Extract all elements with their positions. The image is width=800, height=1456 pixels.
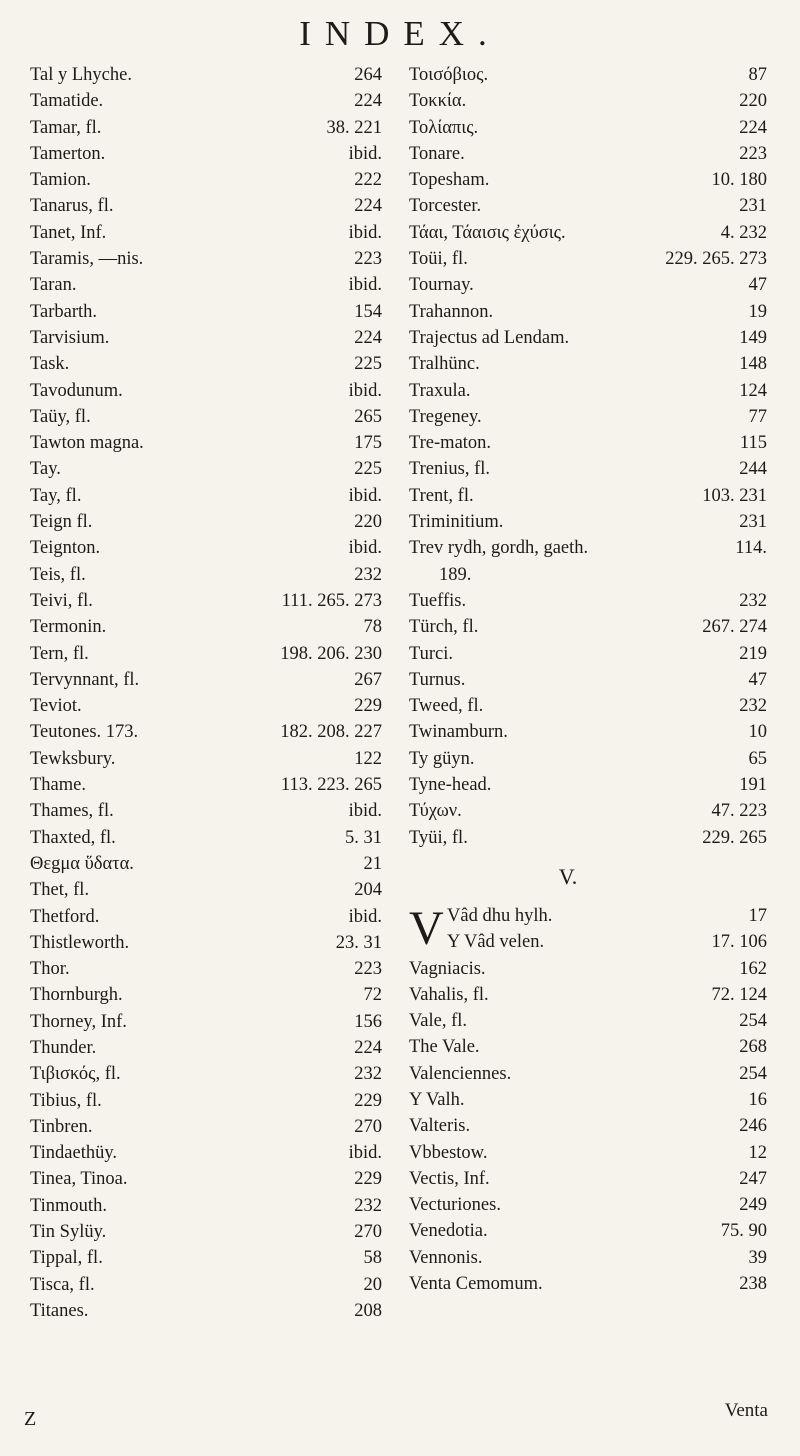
page-references: 270 [354,1116,382,1137]
page-references: 267 [354,669,382,690]
index-term: Tarbarth. [30,301,98,322]
index-term: Tay. [30,459,61,480]
index-entry [30,1140,382,1166]
index-term: 189. [439,564,472,585]
page-references: 198. 206. 230 [280,643,382,664]
index-term: Y Vâd velen. [447,932,545,953]
index-term: Τιβισκός, fl. [30,1064,121,1085]
index-term: Tanet, Inf. [30,222,107,243]
index-entry [409,1271,767,1297]
index-entry [30,746,382,772]
index-term: Titanes. [30,1300,89,1321]
page-references: 254 [739,1011,767,1032]
index-term: Valteris. [409,1116,471,1137]
index-term: Vagniacis. [409,958,486,979]
index-term: Taran. [30,275,77,296]
index-term: Vecturiones. [409,1195,501,1216]
index-term: Tonare. [409,143,465,164]
page-references: 38. 221 [326,117,382,138]
index-entry [30,430,382,456]
page-references: 224 [354,196,382,217]
index-entry [30,535,382,561]
page-references: 232 [739,696,767,717]
page-references: 65 [748,748,767,769]
index-term: Tamatide. [30,91,104,112]
index-entry [30,483,382,509]
index-term: Teivi, fl. [30,590,93,611]
page-references: 244 [739,459,767,480]
index-term: Tinbren. [30,1116,93,1137]
page-references: 238 [739,1274,767,1295]
index-term: Τοκκία. [409,91,467,112]
page-references: 17 [748,905,767,926]
index-entry [409,798,767,824]
index-entry [409,141,767,167]
index-term: Tippal, fl. [30,1248,103,1269]
index-entry [30,1272,382,1298]
page-references: 10. 180 [711,170,767,191]
page-references: 103. 231 [702,485,767,506]
index-term: Vâd dhu hylh. [447,905,553,926]
index-term: Tavodunum. [30,380,123,401]
page-references: 39 [748,1247,767,1268]
index-term: Tibius, fl. [30,1090,102,1111]
index-term: Taüy, fl. [30,406,91,427]
page-references: 47 [748,669,767,690]
index-entry [30,930,382,956]
index-term: Tal y Lhyche. [30,65,132,85]
index-entry [30,877,382,903]
page-references: 270 [354,1222,382,1243]
index-term: Venta Cemomum. [409,1274,543,1295]
index-entry [30,1114,382,1140]
index-term: Venedotia. [409,1221,488,1242]
index-term: The Vale. [409,1037,480,1058]
index-entry [409,903,767,929]
page-references: 114. [735,538,767,559]
index-entry [30,509,382,535]
index-entry [409,1113,767,1139]
page-references: ibid. [348,275,382,296]
catchword: Venta [724,1400,768,1421]
index-term: Tournay. [409,275,474,296]
index-entry [30,193,382,219]
index-term: Task. [30,354,70,375]
index-term: Trajectus ad Lendam. [409,327,570,348]
index-entry [409,772,767,798]
page-references: 154 [354,301,382,322]
index-term: Vahalis, fl. [409,984,489,1005]
page-references: 223 [739,143,767,164]
page-references: 75. 90 [720,1221,767,1242]
page-references: 19 [748,301,767,322]
index-term: Tarvisium. [30,327,110,348]
index-entry [409,614,767,640]
right-index-column [409,62,767,1297]
index-entry [409,193,767,219]
index-term: Topesham. [409,170,490,191]
index-term: Tamar, fl. [30,117,102,138]
page-references: 72. 124 [711,984,767,1005]
index-entry [409,325,767,351]
index-term: Tervynnant, fl. [30,669,140,690]
index-entry [30,1088,382,1114]
index-entry [30,641,382,667]
page-references: 246 [739,1116,767,1137]
page-references: 16 [748,1089,767,1110]
index-entry [409,982,767,1008]
index-entry [409,1218,767,1244]
page-references: 224 [739,117,767,138]
page-references: 231 [739,512,767,533]
index-term: Turnus. [409,669,466,690]
page-references: 267. 274 [702,617,767,638]
index-term: Tin Sylüy. [30,1222,107,1243]
index-entry [30,851,382,877]
index-term: Trent, fl. [409,485,474,506]
page-title: INDEX. [299,14,501,53]
page-references: ibid. [348,222,382,243]
page-references: 232 [354,564,382,585]
index-entry [409,220,767,246]
page-references: 47. 223 [711,801,767,822]
index-entry [409,1008,767,1034]
index-term: Traxula. [409,380,471,401]
index-entry [30,115,382,141]
index-term: Thornburgh. [30,985,123,1006]
page-references: 224 [354,1037,382,1058]
page-references: 229 [354,696,382,717]
index-term: Vectis, Inf. [409,1168,490,1189]
index-term: Türch, fl. [409,617,479,638]
index-entry [30,167,382,193]
page-references: 224 [354,327,382,348]
index-entry [409,378,767,404]
index-term: Θεgμα ὕδατα. [30,853,134,874]
index-term: Tindaethüy. [30,1143,118,1164]
index-entry [409,719,767,745]
dropcap-block [409,903,767,956]
index-entry [30,1166,382,1192]
index-entry [409,693,767,719]
page-references: 156 [354,1011,382,1032]
page-references: ibid. [348,538,382,559]
index-entry [409,588,767,614]
page-references: 182. 208. 227 [280,722,382,743]
index-term: Taramis, —nis. [30,249,144,270]
page-references: 249 [739,1195,767,1216]
index-entry [409,456,767,482]
page-references: 20 [363,1274,382,1295]
page-references: 220 [739,91,767,112]
index-term: Tyüi, fl. [409,827,468,848]
index-entry [409,88,767,114]
index-term: Triminitium. [409,512,504,533]
index-entry [30,1009,382,1035]
page-references: 232 [354,1195,382,1216]
index-entry [30,719,382,745]
index-term: Thet, fl. [30,880,90,901]
index-term: Vale, fl. [409,1011,468,1032]
index-entry [409,509,767,535]
index-entry [409,483,767,509]
index-term: Tanarus, fl. [30,196,114,217]
page-references: 229. 265 [702,827,767,848]
page-references: 78 [363,617,382,638]
page-references: 229. 265. 273 [665,249,767,270]
index-term: Valenciennes. [409,1063,512,1084]
index-entry [30,404,382,430]
page-references: 225 [354,459,382,480]
index-term: Torcester. [409,196,482,217]
page-references: 225 [354,354,382,375]
page-references: 219 [739,643,767,664]
index-entry [30,351,382,377]
index-term: Τύχων. [409,801,462,822]
left-index-column [30,62,382,1324]
index-entry [30,1245,382,1271]
index-entry [30,456,382,482]
index-term: Tregeney. [409,406,482,427]
page-references: 47 [748,275,767,296]
page-references: 229 [354,1169,382,1190]
index-entry [409,667,767,693]
index-entry [30,772,382,798]
page-references: 204 [354,880,382,901]
page-references: 122 [354,748,382,769]
index-entry [30,325,382,351]
index-entry [409,562,767,588]
index-term: Teignton. [30,538,101,559]
page-references: 12 [748,1142,767,1163]
index-entry [409,1140,767,1166]
index-entry [30,378,382,404]
index-entry [409,1087,767,1113]
index-term: Teign fl. [30,512,93,533]
index-entry [409,1166,767,1192]
index-term: Tern, fl. [30,643,89,664]
index-term: Thetford. [30,906,100,927]
page-references: 23. 31 [335,932,382,953]
index-entry [30,614,382,640]
index-entry [30,1298,382,1324]
page-references: ibid. [348,906,382,927]
page-references: ibid. [348,1143,382,1164]
index-entry [409,825,767,851]
page-references: 231 [739,196,767,217]
index-term: Tweed, fl. [409,696,484,717]
page-references: 254 [739,1063,767,1084]
index-entry [30,825,382,851]
index-entry [30,667,382,693]
index-term: Thames, fl. [30,801,114,822]
index-term: Tamerton. [30,143,106,164]
index-term: Tawton magna. [30,433,144,454]
index-term: Trenius, fl. [409,459,491,480]
index-entry [409,62,767,88]
page-references: ibid. [348,143,382,164]
index-term: Tueffis. [409,590,467,611]
section-heading-v: V. [558,863,578,889]
page-references: 264 [354,65,382,85]
index-term: Tewksbury. [30,748,116,769]
index-term: Teviot. [30,696,82,717]
page-references: 17. 106 [711,932,767,953]
page-references: 191 [739,775,767,796]
page-references: 222 [354,170,382,191]
page-references: 232 [739,590,767,611]
index-term: Thame. [30,775,86,796]
index-entry [30,904,382,930]
index-entry [30,62,382,88]
index-entry [30,1193,382,1219]
index-term: Τοισόβιος. [409,65,489,85]
index-term: Tay, fl. [30,485,82,506]
index-entry [30,141,382,167]
index-entry [409,430,767,456]
index-entry [409,1192,767,1218]
index-entry [409,272,767,298]
page-references: 220 [354,512,382,533]
page-references: 162 [739,958,767,979]
page-references: 175 [354,433,382,454]
index-entry [409,299,767,325]
page-references: 223 [354,249,382,270]
page-references: 149 [739,327,767,348]
index-entry [30,982,382,1008]
index-entry [30,693,382,719]
index-term: Τάαι, Τάαισις ἐχύσις. [409,222,566,243]
index-term: Tyne-head. [409,775,492,796]
index-term: Ty güyn. [409,748,475,769]
page-references: 87 [748,65,767,85]
index-entry [30,246,382,272]
page-references: 124 [739,380,767,401]
index-term: Y Valh. [409,1089,465,1110]
index-term: Tisca, fl. [30,1274,95,1295]
index-entry [409,246,767,272]
index-entry [30,798,382,824]
index-entry [409,956,767,982]
index-entry [409,535,767,561]
index-term: Termonin. [30,617,107,638]
index-term: Τολίαπις. [409,117,479,138]
index-entry [409,641,767,667]
page-references: ibid. [348,485,382,506]
page-references: 10 [748,722,767,743]
page-references: 268 [739,1037,767,1058]
index-entry [409,167,767,193]
page-references: 265 [354,406,382,427]
index-term: Turci. [409,643,454,664]
page-references: 208 [354,1300,382,1321]
page-references: 111. 265. 273 [281,590,382,611]
page-references: 113. 223. 265 [280,775,382,796]
page-references: 223 [354,959,382,980]
index-term: Vennonis. [409,1247,483,1268]
index-entry [30,1035,382,1061]
page-references: 224 [354,91,382,112]
page-references: 21 [363,853,382,874]
index-entry [30,588,382,614]
index-entry [30,88,382,114]
page-references: ibid. [348,801,382,822]
index-entry [30,562,382,588]
index-term: Tinmouth. [30,1195,107,1216]
index-entry [409,115,767,141]
page-references: 4. 232 [720,222,767,243]
index-entry [409,746,767,772]
index-term: Thaxted, fl. [30,827,116,848]
index-term: Tralhünc. [409,354,480,375]
index-term: Trahannon. [409,301,494,322]
signature-mark: Z [24,1408,37,1430]
index-term: Trev rydh, gordh, gaeth. [409,538,589,559]
index-term: Thor. [30,959,70,980]
index-term: Thorney, Inf. [30,1011,127,1032]
page-references: ibid. [348,380,382,401]
page-references: 58 [363,1248,382,1269]
page-references: 148 [739,354,767,375]
index-term: Teis, fl. [30,564,86,585]
index-term: Tamion. [30,170,91,191]
index-term: Twinamburn. [409,722,508,743]
page-references: 115 [739,433,767,454]
page-references: 77 [748,406,767,427]
dropcap-letter: V [409,901,444,955]
index-entry [30,956,382,982]
index-entry [30,272,382,298]
index-entry [409,929,767,955]
page-references: 72 [363,985,382,1006]
index-entry [409,1061,767,1087]
index-term: Thistleworth. [30,932,130,953]
page-references: 247 [739,1168,767,1189]
index-term: Teutones. 173. [30,722,139,743]
page-references: 232 [354,1064,382,1085]
page-references: 5. 31 [345,827,382,848]
index-entry [409,404,767,430]
index-entry [409,351,767,377]
index-entry [409,1034,767,1060]
index-term: Toüi, fl. [409,249,468,270]
page-references: 229 [354,1090,382,1111]
index-entry [30,299,382,325]
index-entry [30,1219,382,1245]
index-term: Thunder. [30,1037,97,1058]
index-entry [409,1245,767,1271]
index-entry [30,1061,382,1087]
index-term: Tinea, Tinoa. [30,1169,128,1190]
index-term: Tre-maton. [409,433,492,454]
index-entry [30,220,382,246]
index-term: Vbbestow. [409,1142,488,1163]
